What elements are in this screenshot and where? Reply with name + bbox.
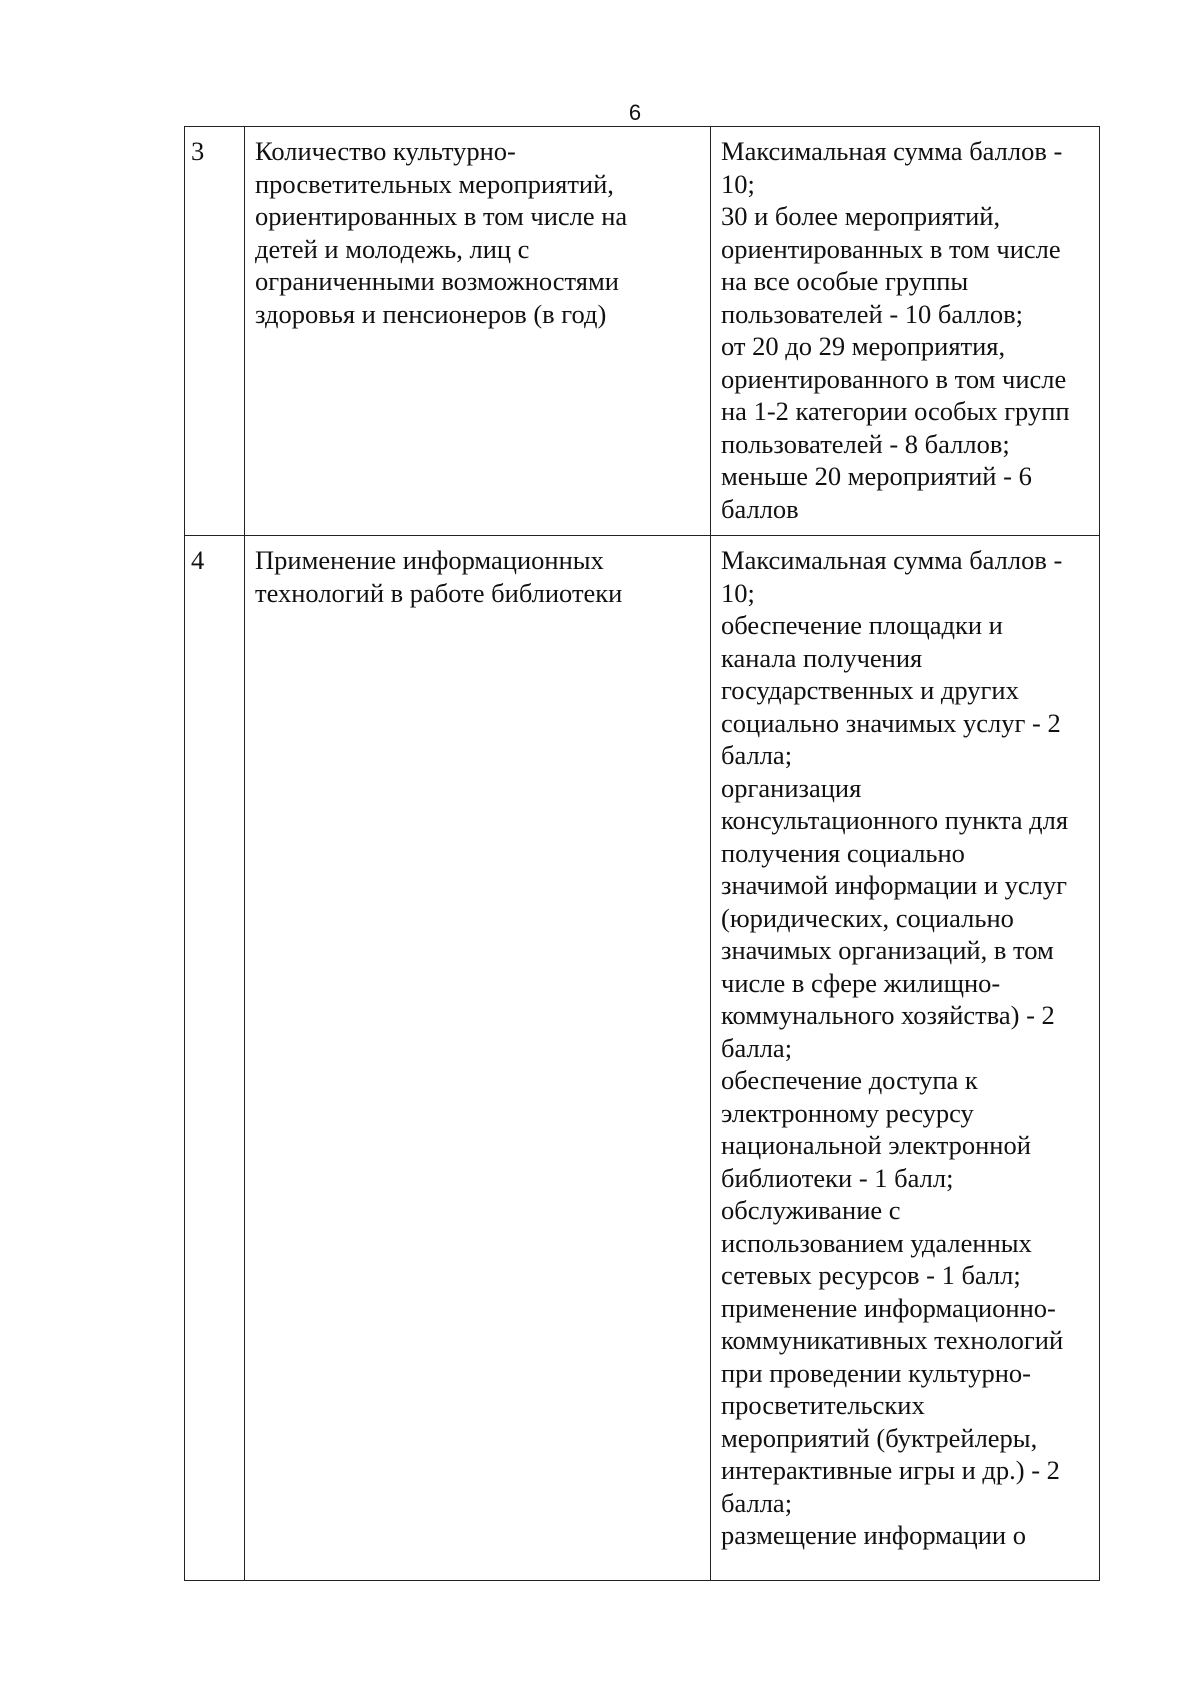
row-number: 3 [185, 127, 245, 536]
row-number: 4 [185, 536, 245, 1581]
table-row [185, 127, 1100, 536]
criterion-text: Количество культурно- просветительных мероприятий, ориентированных в том числе на детей и молодежь, лиц с ограниченными возможностями здоровья и пенсионеров (в год) [255, 136, 628, 329]
criterion-text: Применение информационных технологий в работе библиотеки [255, 545, 623, 608]
score-cell: Максимальная сумма баллов - 10; 30 и более мероприятий, ориентированных в том числе на все особые группы пользователей - 10 баллов; от 20 до 29 мероприятия, ориентированного в том числе на 1-2 категории особых групп пользователей - 8 баллов; меньше 20 мероприятий - 6 баллов [711, 127, 1100, 536]
criterion-cell [245, 536, 711, 1581]
criteria-table [184, 126, 1100, 1581]
score-cell: Максимальная сумма баллов - 10; обеспечение площадки и канала получения государственных и других социально значимых услуг - 2 балла; организация консультационного пункта для получения социально значимой информации и услуг (юридических, социально значимых организаций, в том числе в сфере жилищно- коммунального хозяйства) - 2 балла; обеспечение доступа к электронному ресурсу национальной электронной библиотеки - 1 балл; обслуживание с использованием удаленных сетевых ресурсов - 1 балл; применение информационно- коммуникативных технологий при проведении культурно- просветительских мероприятий (буктрейлеры, интерактивные игры и др.) - 2 балла; размещение информации о [711, 536, 1100, 1581]
criterion-cell [245, 127, 711, 536]
table-row [185, 536, 1100, 1581]
page-number: 6 [628, 100, 642, 125]
